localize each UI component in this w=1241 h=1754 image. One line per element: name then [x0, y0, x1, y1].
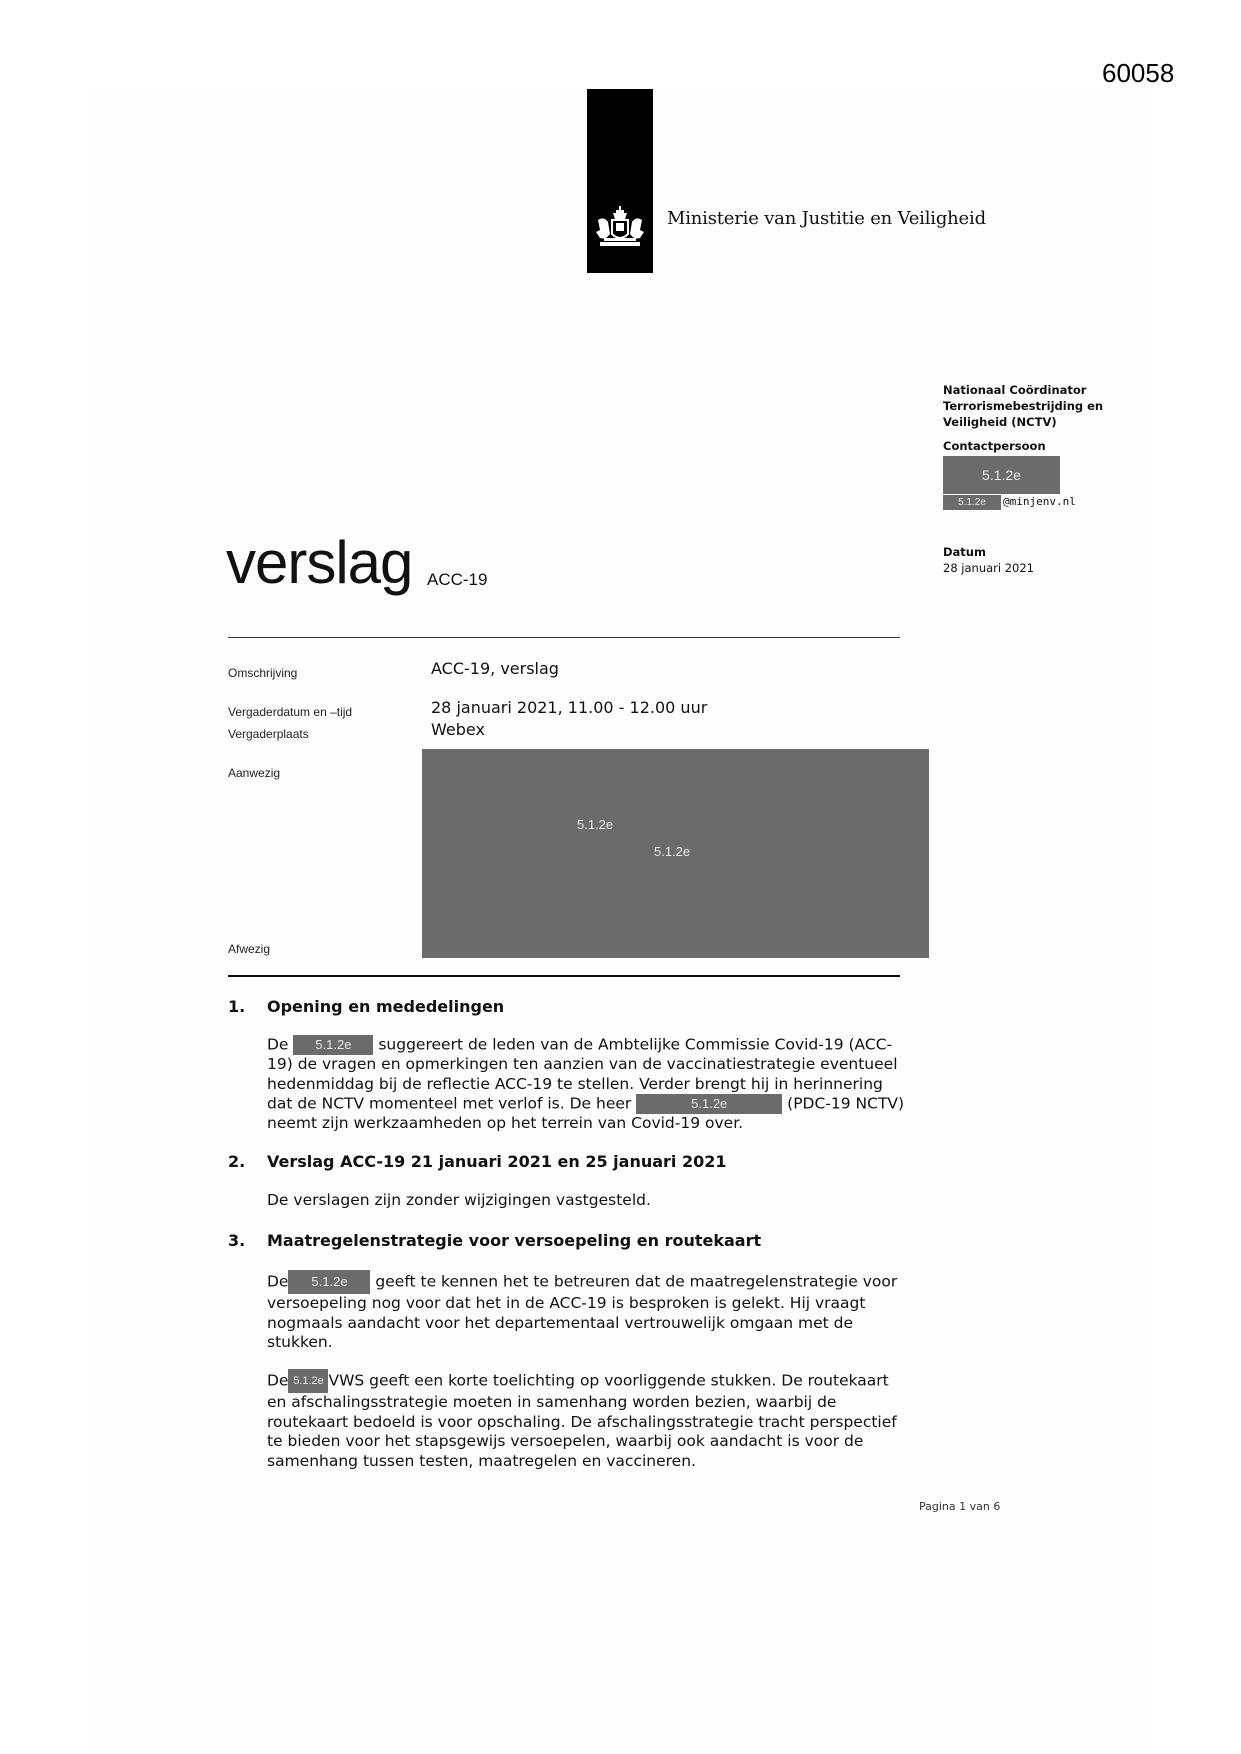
org-line: Veiligheid (NCTV): [943, 415, 1057, 429]
section-heading-2: [228, 1152, 727, 1171]
section-heading-3: [228, 1231, 761, 1250]
section-number: 1.: [228, 997, 246, 1016]
org-line: Terrorismebestrijding en: [943, 399, 1104, 413]
email-redaction: 5.1.2e: [943, 495, 1001, 510]
redaction-code: 5.1.2e: [654, 844, 691, 859]
page-number: Pagina 1 van 6: [919, 1500, 1001, 1513]
coat-of-arms-icon: [592, 204, 648, 260]
absent-label: Afwezig: [228, 942, 271, 956]
ministry-logo-bar: [587, 89, 653, 273]
attendees-redaction: [422, 749, 929, 958]
contact-email: [943, 494, 1153, 510]
paragraph-text: geeft te kennen het te betreuren dat de maatregelenstrategie voor versoepeling nog voor dat het in de ACC-19 is besproken is gelekt. Hij vraagt nogmaals aandacht voor het departementaal vertrouwelijk omgaan met de stukken.: [267, 1272, 898, 1351]
present-label: Aanwezig: [228, 766, 281, 780]
document-number: 60058: [1102, 58, 1175, 88]
sender-sidebar: [943, 382, 1153, 576]
section-3-paragraph-1: [267, 1270, 907, 1353]
section-title: Maatregelenstrategie voor versoepeling en routekaart: [267, 1231, 762, 1250]
datetime-label: Vergaderdatum en –tijd: [228, 705, 353, 719]
paragraph-text: De: [267, 1272, 289, 1291]
redaction-code: 5.1.2e: [577, 817, 614, 832]
email-domain: @minjenv.nl: [1003, 495, 1076, 508]
paragraph-text: (PDC-19 NCTV) neemt zijn werkzaamheden op het terrein van Covid-19 over.: [267, 1094, 905, 1132]
description-label: Omschrijving: [228, 666, 298, 680]
section-title: Opening en mededelingen: [267, 997, 505, 1016]
paragraph-text: De: [267, 1371, 289, 1390]
section-heading-1: [228, 997, 504, 1016]
section-3-paragraph-2: [267, 1369, 907, 1471]
divider-bottom: [228, 975, 900, 977]
divider-top: [228, 637, 900, 638]
paragraph-text: De: [267, 1035, 289, 1054]
paragraph-text: VWS geeft een korte toelichting op voorliggende stukken. De routekaart en afschalingsstrategie moeten in samenhang worden bezien, waarbij de routekaart bedoeld is voor opschaling. De afschalingsstrategie tracht perspectief te bieden voor het stapsgewijs versoepelen, waarbij ook aandacht is voor de samenhang tussen testen, maatregelen en vaccineren.: [267, 1371, 897, 1470]
name-redaction: 5.1.2e: [288, 1270, 370, 1294]
date-label: Datum: [943, 545, 986, 559]
sender-organization: [943, 382, 1153, 430]
section-number: 3.: [228, 1231, 246, 1250]
section-2-paragraph: De verslagen zijn zonder wijzigingen vastgesteld.: [267, 1191, 651, 1209]
document-title: verslag: [226, 529, 413, 596]
location-value: Webex: [431, 720, 485, 739]
document-subtitle: ACC-19: [427, 570, 488, 589]
date-value: 28 januari 2021: [943, 561, 1035, 575]
section-title: Verslag ACC-19 21 januari 2021 en 25 januari 2021: [267, 1152, 727, 1171]
paragraph-text: suggereert de leden van de Ambtelijke Commissie Covid-19 (ACC-19) de vragen en opmerkingen ten aanzien van de vaccinatiestrategie eventueel hedenmiddag bij de reflectie ACC-19 te stellen. Verder brengt hij in herinnering dat de NCTV momenteel met verlof is. De heer: [267, 1035, 898, 1113]
name-redaction: 5.1.2e: [636, 1094, 782, 1114]
location-label: Vergaderplaats: [228, 727, 309, 741]
section-number: 2.: [228, 1152, 246, 1171]
contact-redaction: 5.1.2e: [943, 456, 1060, 494]
datetime-value: 28 januari 2021, 11.00 - 12.00 uur: [431, 698, 708, 717]
name-redaction: 5.1.2e: [288, 1369, 328, 1393]
ministry-name: Ministerie van Justitie en Veiligheid: [667, 208, 986, 229]
name-redaction: 5.1.2e: [293, 1035, 373, 1055]
contact-label: Contactpersoon: [943, 439, 1046, 453]
section-1-paragraph: [267, 1035, 907, 1134]
description-value: ACC-19, verslag: [431, 659, 559, 678]
org-line: Nationaal Coördinator: [943, 383, 1087, 397]
